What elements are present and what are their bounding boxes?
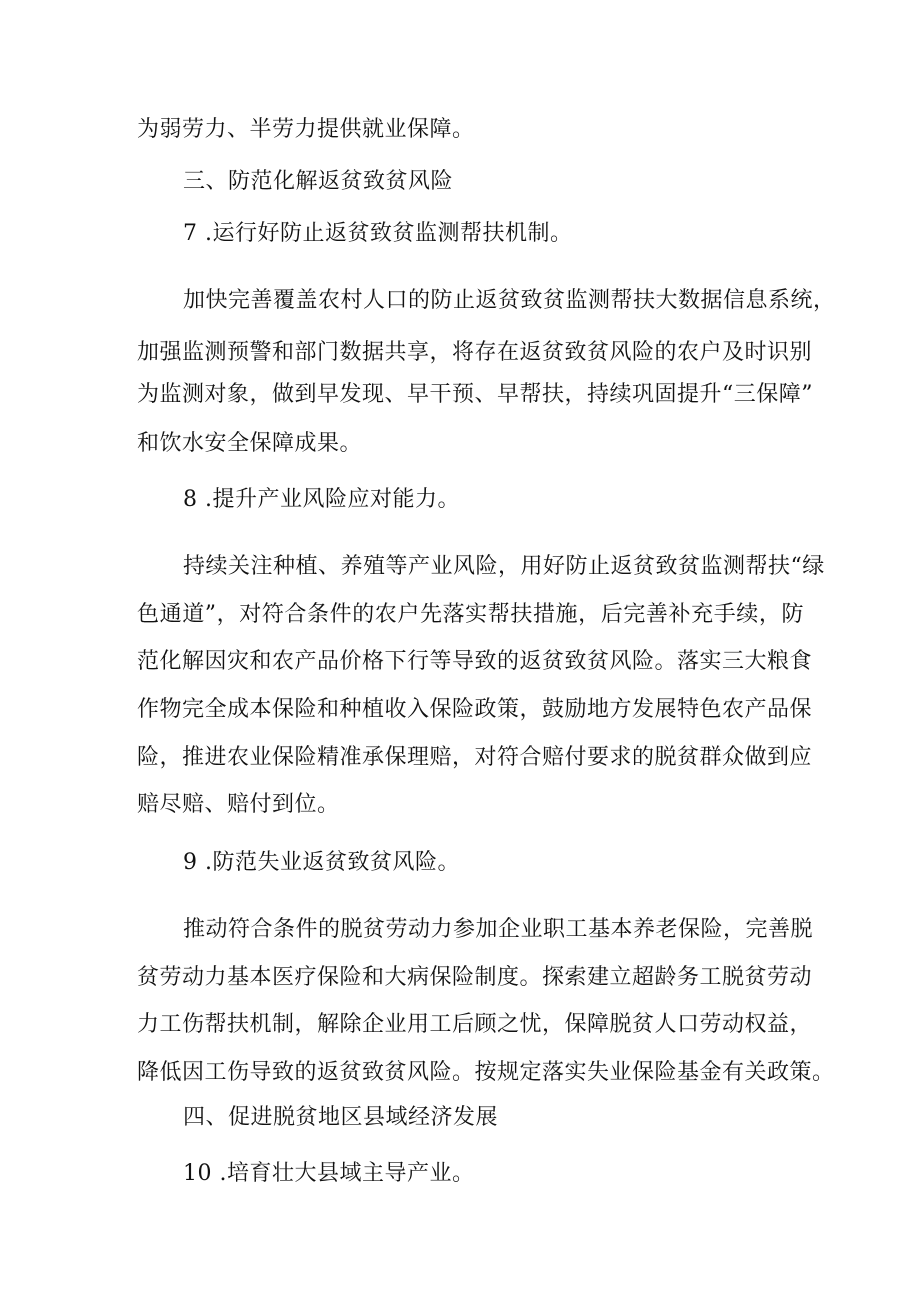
paragraph-line: 为监测对象，做到早发现、早干预、早帮扶，持续巩固提升“三保障”: [137, 382, 813, 407]
item-heading: 8 .提升产业风险应对能力。: [183, 487, 460, 512]
paragraph-line: 加强监测预警和部门数据共享，将存在返贫致贫风险的农户及时识别: [137, 340, 813, 365]
item-heading: 9 .防范失业返贫致贫风险。: [183, 850, 460, 875]
paragraph-line: 贫劳动力基本医疗保险和大病保险制度。探索建立超龄务工脱贫劳动: [137, 965, 813, 990]
paragraph-line: 降低因工伤导致的返贫致贫风险。按规定落实失业保险基金有关政策。: [137, 1060, 835, 1085]
item-heading: 7 .运行好防止返贫致贫监测帮扶机制。: [183, 221, 573, 246]
paragraph-line: 持续关注种植、养殖等产业风险，用好防止返贫致贫监测帮扶“绿: [183, 554, 825, 579]
text-line: 为弱劳力、半劳力提供就业保障。: [137, 117, 475, 142]
paragraph-line: 作物完全成本保险和种植收入保险政策，鼓励地方发展特色农产品保: [137, 697, 813, 722]
paragraph-line: 推动符合条件的脱贫劳动力参加企业职工基本养老保险，完善脱: [183, 917, 814, 942]
paragraph-line: 加快完善覆盖农村人口的防止返贫致贫监测帮扶大数据信息系统，: [183, 288, 836, 313]
item-heading: 10 .培育壮大县域主导产业。: [183, 1161, 475, 1186]
section-heading: 三、防范化解返贫致贫风险: [183, 169, 454, 194]
section-heading: 四、促进脱贫地区县域经济发展: [183, 1105, 499, 1130]
paragraph-line: 和饮水安全保障成果。: [137, 431, 363, 456]
paragraph-line: 色通道”，对符合条件的农户先落实帮扶措施，后完善补充手续，防: [137, 602, 804, 627]
paragraph-line: 力工伤帮扶机制，解除企业用工后顾之忧，保障脱贫人口劳动权益，: [137, 1012, 813, 1037]
paragraph-line: 范化解因灾和农产品价格下行等导致的返贫致贫风险。落实三大粮食: [137, 649, 813, 674]
paragraph-line: 赔尽赔、赔付到位。: [137, 792, 340, 817]
paragraph-line: 险，推进农业保险精准承保理赔，对符合赔付要求的脱贫群众做到应: [137, 745, 813, 770]
